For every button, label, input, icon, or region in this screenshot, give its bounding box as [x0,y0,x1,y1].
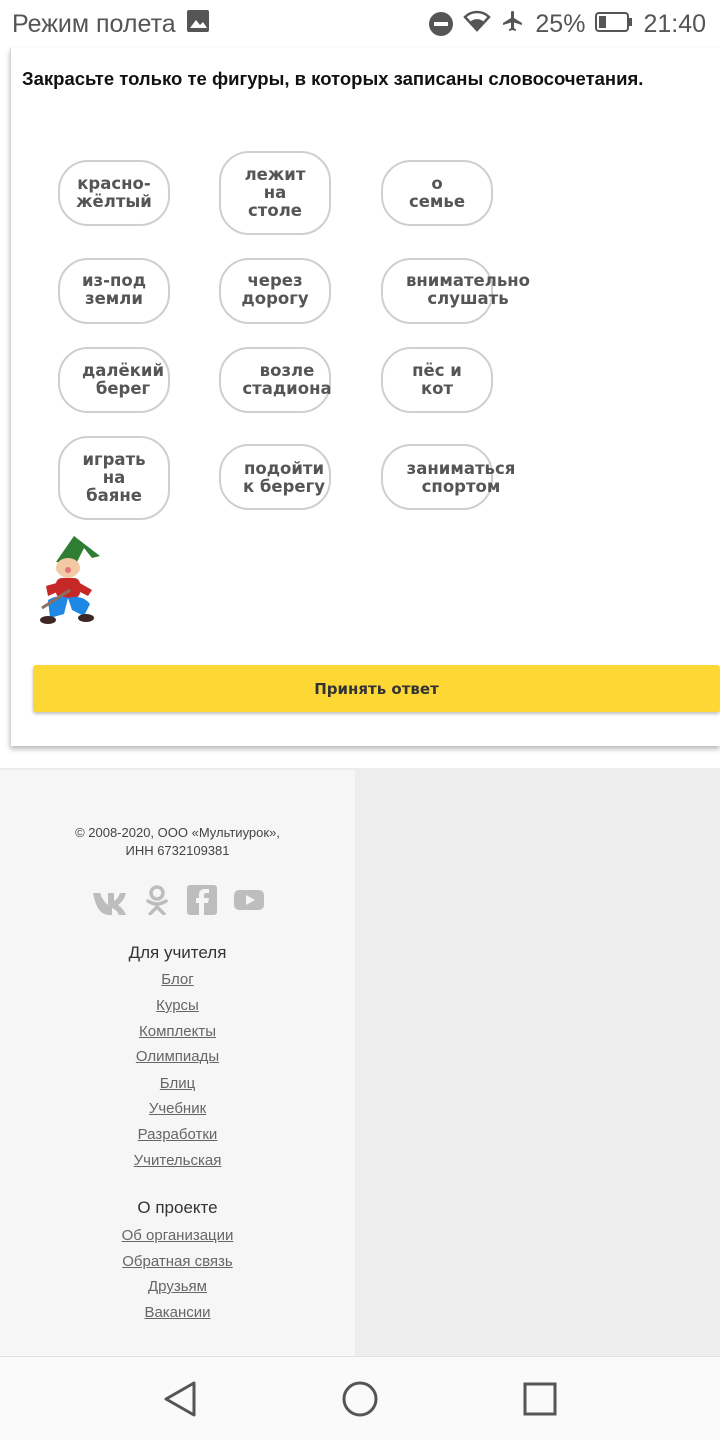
back-icon[interactable] [158,1377,202,1421]
shape-12-label: заниматься спортом [406,459,516,496]
shape-6-label: внимательно слушать [405,271,531,308]
status-bar [0,0,720,48]
home-icon[interactable] [338,1377,382,1421]
task-title: Закрасьте только те фигуры, в которых записаны словосочетания. [22,68,644,89]
clock: 21:40 [643,9,706,38]
shape-5-label: через дорогу [241,271,309,308]
shape-4-label: из-под земли [81,271,147,308]
shape-11-label: подойти к берегу [242,459,326,496]
battery-percent: 25% [535,9,586,38]
youtube-icon[interactable] [233,885,265,919]
shape-3-label: о семье [408,174,466,211]
footer-heading-project: О проекте [137,1198,218,1217]
copyright-line-2: ИНН 6732109381 [125,843,230,858]
shape-10-label: играть на баяне [82,450,146,505]
footer-link-feedback[interactable]: Обратная связь [122,1253,233,1270]
shape-9-label: пёс и кот [412,361,462,398]
wifi-icon [463,10,491,39]
shape-2-label: лежит на столе [244,165,306,220]
gnome-mascot [34,534,106,626]
facebook-icon[interactable] [187,885,217,919]
shape-7-label: далёкий берег [81,361,165,398]
footer-heading-teacher: Для учителя [128,943,227,962]
copyright-line-1: © 2008-2020, ООО «Мультиурок», [75,825,280,840]
odnoklassniki-icon[interactable] [143,885,171,919]
footer-link-olympiads[interactable]: Олимпиады [135,1048,220,1065]
footer-link-textbook[interactable]: Учебник [148,1100,207,1117]
navigation-bar [0,1356,720,1440]
social-links [0,885,355,919]
airplane-mode-label: Режим полета [12,9,176,38]
battery-icon [595,10,633,39]
footer-link-friends[interactable]: Друзьям [148,1278,207,1295]
image-icon [186,9,210,40]
footer-link-courses[interactable]: Курсы [156,997,199,1014]
shape-8-label: возле стадиона [242,361,332,398]
footer-link-about[interactable]: Об организации [121,1227,234,1244]
footer-link-kits[interactable]: Комплекты [139,1023,216,1040]
card-edge [10,48,11,746]
shape-1-label: красно- жёлтый [76,174,152,211]
footer-link-blog[interactable]: Блог [161,971,194,988]
footer-link-vacancies[interactable]: Вакансии [144,1304,211,1321]
dnd-icon [429,12,453,36]
footer-link-developments[interactable]: Разработки [137,1126,218,1143]
vk-icon[interactable] [91,885,127,919]
footer-link-blitz[interactable]: Блиц [159,1075,196,1092]
recents-icon[interactable] [518,1377,562,1421]
airplane-icon [501,9,525,40]
footer-link-teachers-room[interactable]: Учительская [133,1152,222,1169]
accept-answer-button[interactable]: Принять ответ [33,665,720,712]
